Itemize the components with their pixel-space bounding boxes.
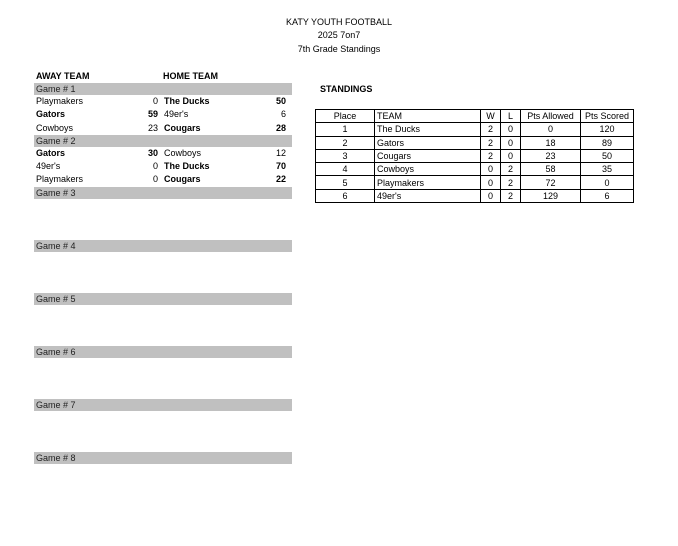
standings-points-allowed-cell: 58 [521, 163, 581, 176]
standings-wins-cell: 0 [481, 176, 501, 189]
away-score: 0 [152, 96, 158, 106]
standings-wins-cell: 0 [481, 163, 501, 176]
standings-points-scored-cell: 0 [581, 176, 634, 189]
away-team: Playmakers [36, 96, 84, 106]
away-team: Gators [36, 147, 66, 158]
match-row [34, 160, 292, 173]
standings-team-cell: Playmakers [375, 176, 481, 189]
standings-team-cell: Cowboys [375, 163, 481, 176]
home-score: 6 [280, 109, 286, 120]
standings-points-scored-cell: 89 [581, 136, 634, 149]
game-band: Game # 6 [34, 346, 292, 358]
standings-points-allowed-cell: 18 [521, 136, 581, 149]
standings-points-scored-cell: 6 [581, 189, 634, 202]
standings-losses-cell: 2 [501, 189, 521, 202]
standings-place-cell: 1 [316, 123, 375, 136]
home-team: The Ducks [164, 161, 210, 172]
standings-place-cell: 4 [316, 163, 375, 176]
standings-losses-cell: 0 [501, 123, 521, 136]
standings-wins-cell: 2 [481, 136, 501, 149]
away-team: Playmakers [36, 174, 84, 185]
standings-place-cell: 5 [316, 176, 375, 189]
standings-header-row [316, 110, 634, 123]
match-row [34, 108, 292, 121]
standings-team-cell: Cougars [375, 149, 481, 162]
standings-place-cell: 2 [316, 136, 375, 149]
standings-points-allowed-cell: 23 [521, 149, 581, 162]
standings-losses-cell: 0 [501, 149, 521, 162]
home-score: 22 [275, 174, 286, 185]
away-score: 0 [152, 161, 158, 172]
header-points-scored: Pts Scored [581, 110, 634, 123]
games-schedule [34, 83, 292, 464]
season-subtitle: 2025 7on7 [317, 30, 361, 40]
division-title: 7th Grade Standings [297, 44, 381, 54]
match-row [34, 95, 292, 108]
standings-row [316, 149, 634, 162]
match-row [34, 122, 292, 135]
standings-team-cell: 49er's [375, 189, 481, 202]
standings-wins-cell: 2 [481, 149, 501, 162]
standings-wins-cell: 0 [481, 189, 501, 202]
home-score: 28 [275, 122, 286, 133]
home-team: Cougars [164, 122, 201, 133]
standings-row [316, 123, 634, 136]
standings-points-scored-cell: 35 [581, 163, 634, 176]
standings-row [316, 136, 634, 149]
standings-team-cell: The Ducks [375, 123, 481, 136]
standings-points-scored-cell: 50 [581, 149, 634, 162]
home-team-heading: HOME TEAM [163, 71, 218, 81]
league-title: KATY YOUTH FOOTBALL [285, 17, 393, 27]
standings-losses-cell: 2 [501, 176, 521, 189]
away-team: Cowboys [36, 122, 74, 133]
game-band: Game # 1 [34, 83, 292, 95]
game-band: Game # 3 [34, 187, 292, 199]
header-losses: L [501, 110, 521, 123]
home-team: The Ducks [164, 96, 210, 106]
header-place: Place [316, 110, 375, 123]
standings-points-scored-cell: 120 [581, 123, 634, 136]
standings-title: STANDINGS [320, 84, 373, 94]
match-row [34, 147, 292, 160]
header-wins: W [481, 110, 501, 123]
home-team: Cowboys [164, 147, 202, 158]
home-score: 70 [275, 161, 286, 172]
game-band: Game # 2 [34, 135, 292, 147]
game-band: Game # 8 [34, 452, 292, 464]
standings-points-allowed-cell: 72 [521, 176, 581, 189]
standings-losses-cell: 0 [501, 136, 521, 149]
away-team: 49er's [36, 161, 61, 172]
away-score: 23 [147, 122, 158, 133]
standings-points-allowed-cell: 129 [521, 189, 581, 202]
home-score: 12 [275, 147, 286, 158]
header-team: TEAM [375, 110, 481, 123]
header-points-allowed: Pts Allowed [521, 110, 581, 123]
home-team: 49er's [164, 109, 189, 120]
away-score: 59 [147, 109, 158, 120]
standings-points-allowed-cell: 0 [521, 123, 581, 136]
standings-losses-cell: 2 [501, 163, 521, 176]
game-band: Game # 4 [34, 240, 292, 252]
standings-place-cell: 3 [316, 149, 375, 162]
away-score: 0 [152, 174, 158, 185]
standings-row [316, 176, 634, 189]
game-band: Game # 5 [34, 293, 292, 305]
standings-place-cell: 6 [316, 189, 375, 202]
standings-row [316, 189, 634, 202]
home-score: 50 [275, 96, 286, 106]
away-team-heading: AWAY TEAM [36, 71, 90, 81]
standings-team-cell: Gators [375, 136, 481, 149]
away-team: Gators [36, 109, 66, 120]
match-row [34, 173, 292, 186]
away-score: 30 [147, 147, 158, 158]
standings-table [315, 109, 634, 203]
standings-wins-cell: 2 [481, 123, 501, 136]
game-band: Game # 7 [34, 399, 292, 411]
standings-row [316, 163, 634, 176]
home-team: Cougars [164, 174, 201, 185]
